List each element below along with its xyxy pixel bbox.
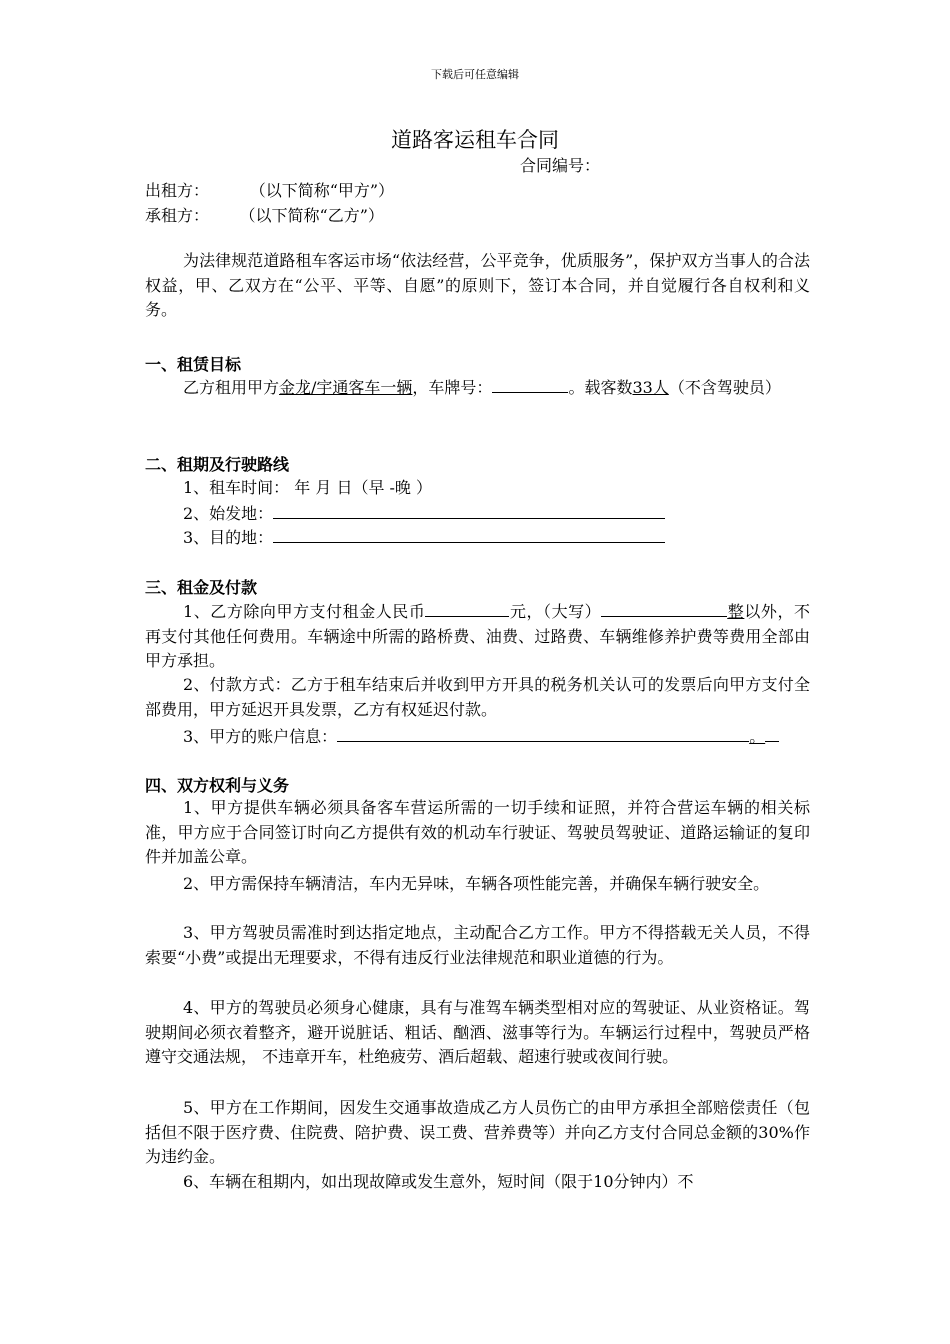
preamble-paragraph: 为法律规范道路租车客运市场“依法经营，公平竞争，优质服务”，保护双方当事人的合法权益，甲、乙双方在“公平、平等、自愿”的原则下，签订本合同，并自觉履行各自权利和义务。 bbox=[145, 251, 810, 319]
destination-line bbox=[183, 524, 665, 548]
section-4-paragraph-6: 6、车辆在租期内，如出现故障或发生意外，短时间（限于10分钟内）不 bbox=[183, 1172, 694, 1191]
s1-text-c: 。载客数 bbox=[568, 378, 633, 397]
s1-text-a: 乙方租用甲方 bbox=[183, 378, 280, 397]
document-title: 道路客运租车合同 bbox=[391, 128, 559, 152]
s3-p1-text-d: 以外，不再支付其他任何费用。车辆途中所需的路桥费、油费、过路费、车辆维修养护费等费用全部由甲方承担。 bbox=[145, 602, 810, 670]
rental-time-line: 1、租车时间： 年 月 日（早 -晚 ） bbox=[183, 478, 433, 497]
s3-p1-text-c: 整 bbox=[727, 602, 745, 621]
section-4-heading: 四、双方权利与义务 bbox=[145, 776, 290, 795]
section-1-heading: 一、租赁目标 bbox=[145, 355, 242, 374]
section-4-paragraph-2: 2、甲方需保持车辆清洁，车内无异味，车辆各项性能完善，并确保车辆行驶安全。 bbox=[183, 874, 770, 893]
s1-text-d: （不含驾驶员） bbox=[668, 378, 781, 397]
account-info-tail bbox=[765, 723, 779, 742]
section-3-paragraph-1 bbox=[145, 598, 810, 674]
origin-label: 2、始发地： bbox=[183, 504, 274, 523]
s3-p1-text-b: 元，（大写） bbox=[509, 602, 602, 621]
account-info-label: 3、甲方的账户信息： bbox=[183, 727, 338, 746]
amount-blank bbox=[425, 598, 509, 617]
section-3-paragraph-2: 2、付款方式：乙方于租车结束后并收到甲方开具的税务机关认可的发票后向甲方支付全部费用，甲方延迟开具发票，乙方有权延迟付款。 bbox=[145, 675, 810, 719]
section-1-paragraph bbox=[145, 374, 810, 401]
destination-label: 3、目的地： bbox=[183, 528, 274, 547]
section-3-heading: 三、租金及付款 bbox=[145, 578, 258, 597]
passenger-capacity: 33人 bbox=[632, 378, 669, 397]
destination-blank bbox=[273, 524, 665, 543]
origin-line bbox=[183, 500, 665, 524]
origin-blank bbox=[273, 500, 665, 519]
section-2-heading: 二、租期及行驶路线 bbox=[145, 455, 290, 474]
lessee-line: 承租方： （以下简称“乙方”） bbox=[145, 206, 384, 225]
account-info-end: 。 bbox=[749, 727, 766, 746]
s1-text-b: ，车牌号： bbox=[412, 378, 493, 397]
vehicle-model: 金龙/宇通客车一辆 bbox=[279, 378, 413, 397]
amount-uppercase-blank bbox=[601, 598, 727, 617]
account-info-blank bbox=[337, 723, 749, 742]
section-4-paragraph-4: 4、甲方的驾驶员必须身心健康，具有与准驾车辆类型相对应的驾驶证、从业资格证。驾驶期间必须衣着整齐，避开说脏话、粗话、酗酒、滋事等行为。车辆运行过程中，驾驶员严格遵守交通法规， 不违章开车，杜绝疲劳、酒后超载、超速行驶或夜间行驶。 bbox=[145, 998, 810, 1066]
account-info-line bbox=[183, 723, 779, 747]
section-4-paragraph-3: 3、甲方驾驶员需准时到达指定地点，主动配合乙方工作。甲方不得搭载无关人员，不得索要“小费”或提出无理要求，不得有违反行业法律规范和职业道德的行为。 bbox=[145, 923, 810, 967]
s3-p1-text-a: 1、乙方除向甲方支付租金人民币 bbox=[183, 602, 426, 621]
contract-number-label: 合同编号： bbox=[520, 156, 601, 175]
lessor-line: 出租方： （以下简称“甲方”） bbox=[145, 181, 395, 200]
section-4-paragraph-1: 1、甲方提供车辆必须具备客车营运所需的一切手续和证照，并符合营运车辆的相关标准，甲方应于合同签订时向乙方提供有效的机动车行驶证、驾驶员驾驶证、道路运输证的复印件并加盖公章。 bbox=[145, 798, 810, 866]
plate-number-blank bbox=[492, 374, 568, 393]
section-4-paragraph-5: 5、甲方在工作期间，因发生交通事故造成乙方人员伤亡的由甲方承担全部赔偿责任（包括但不限于医疗费、住院费、陪护费、误工费、营养费等）并向乙方支付合同总金额的30%作为违约金。 bbox=[145, 1098, 810, 1166]
header-note: 下载后可任意编辑 bbox=[431, 68, 519, 81]
